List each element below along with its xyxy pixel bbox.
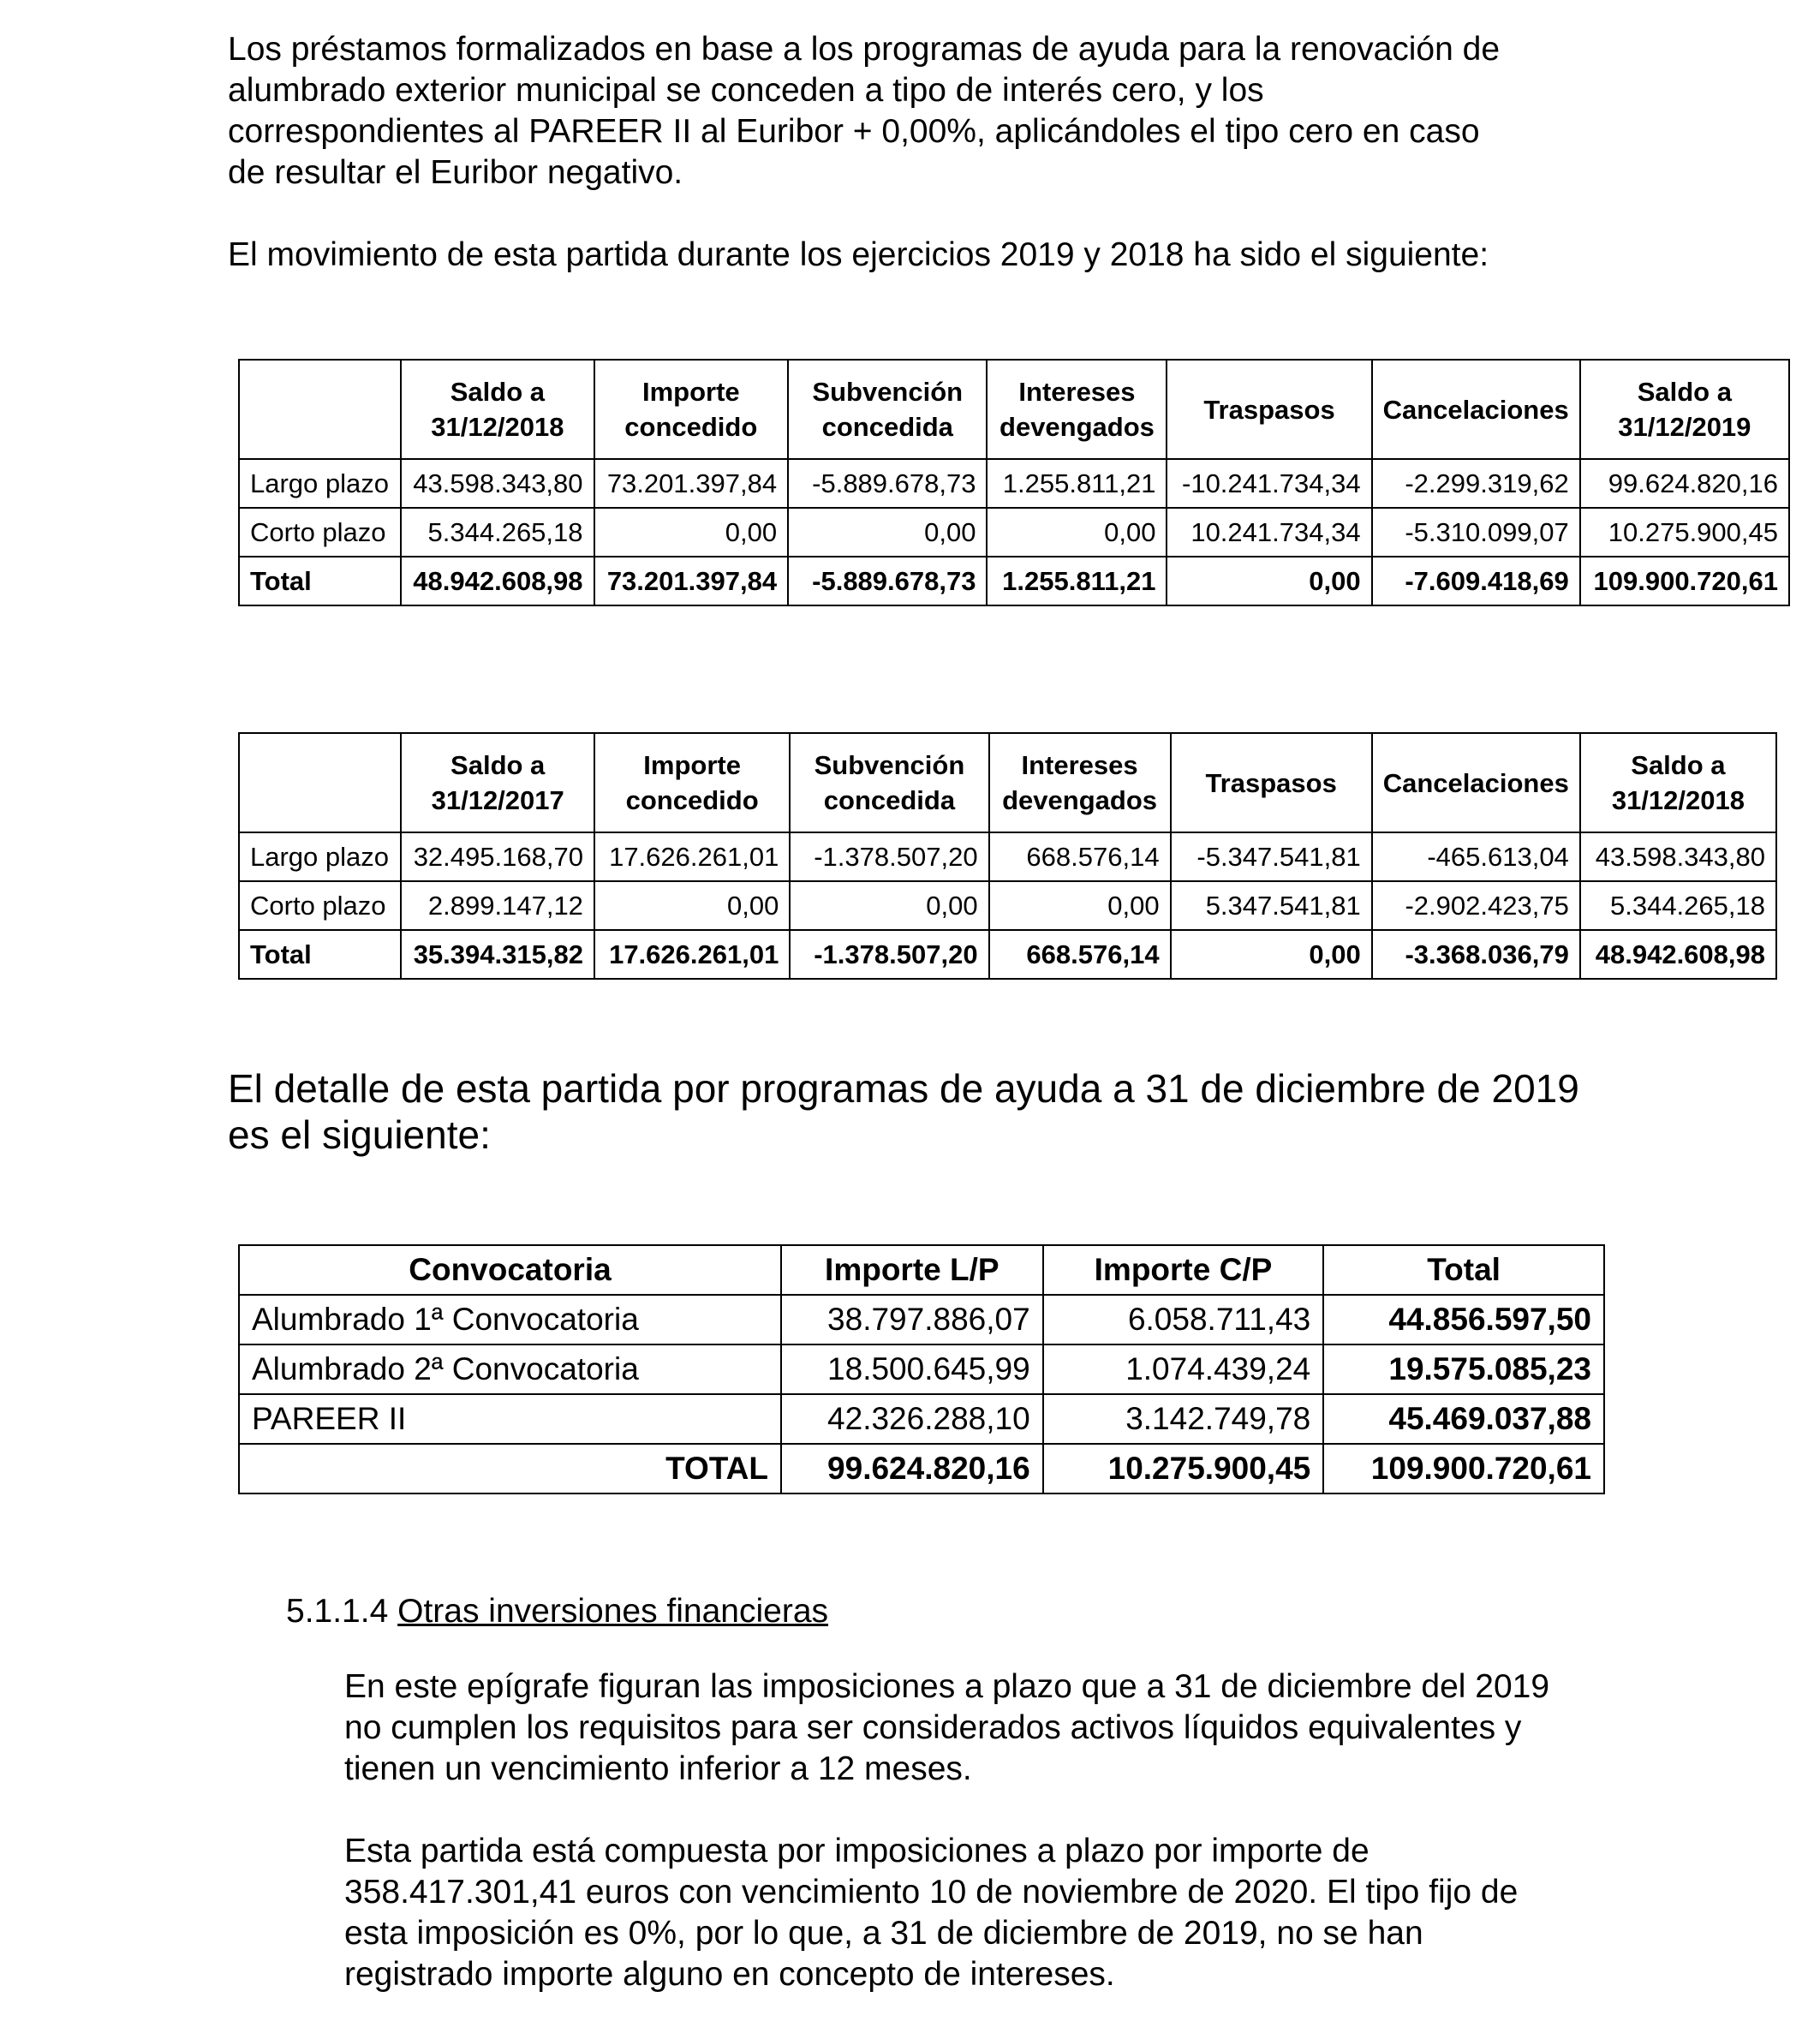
table-row (239, 1344, 1604, 1394)
row-label: Alumbrado 1ª Convocatoria (239, 1295, 781, 1344)
table-cell: 0,00 (1167, 557, 1371, 605)
paragraph-line: tienen un vencimiento inferior a 12 meses. (344, 1750, 972, 1787)
table-cell: 0,00 (594, 881, 790, 930)
table-cell: 45.469.037,88 (1323, 1394, 1604, 1444)
paragraph-line: Esta partida está compuesta por imposiciones a plazo por importe de (344, 1833, 1369, 1869)
table-cell: 17.626.261,01 (594, 832, 790, 881)
table-cell: 18.500.645,99 (781, 1344, 1043, 1394)
table-cell: 48.942.608,98 (401, 557, 594, 605)
header-cell: Importe concedido (594, 733, 790, 832)
table-cell: -2.299.319,62 (1372, 459, 1580, 508)
table-cell: 109.900.720,61 (1323, 1444, 1604, 1493)
detail-intro-line: es el siguiente: (228, 1112, 491, 1157)
header-cell: Traspasos (1171, 733, 1372, 832)
paragraph-line: En este epígrafe figuran las imposiciones a plazo que a 31 de diciembre del 2019 (344, 1668, 1550, 1705)
table-header-row (239, 360, 1789, 459)
table-cell: 2.899.147,12 (401, 881, 594, 930)
table-cell: 6.058.711,43 (1043, 1295, 1324, 1344)
table-cell: -5.310.099,07 (1372, 508, 1580, 557)
table-cell: 0,00 (989, 881, 1171, 930)
intro-line: alumbrado exterior municipal se conceden a tipo de interés cero, y los (228, 72, 1264, 109)
paragraph-1 (344, 1666, 1598, 1790)
table-header-row (239, 1245, 1604, 1295)
movement-table-2019 (238, 359, 1790, 606)
table-cell: -5.889.678,73 (788, 557, 987, 605)
table-cell: 73.201.397,84 (594, 459, 789, 508)
row-label: Corto plazo (239, 881, 401, 930)
header-cell: Saldo a 31/12/2017 (401, 733, 594, 832)
table-total-row (239, 557, 1789, 605)
header-cell: Traspasos (1167, 360, 1371, 459)
table-cell: 0,00 (790, 881, 988, 930)
table-cell: -10.241.734,34 (1167, 459, 1371, 508)
header-cell: Importe L/P (781, 1245, 1043, 1295)
table-cell: 5.344.265,18 (1580, 881, 1776, 930)
paragraph-line: no cumplen los requisitos para ser considerados activos líquidos equivalentes y (344, 1709, 1522, 1746)
table-cell: 99.624.820,16 (1580, 459, 1789, 508)
table-cell: 42.326.288,10 (781, 1394, 1043, 1444)
section-title: Otras inversiones financieras (397, 1593, 829, 1630)
detail-intro-line: El detalle de esta partida por programas de ayuda a 31 de diciembre de 2019 (228, 1066, 1579, 1111)
header-cell: Subvención concedida (788, 360, 987, 459)
header-cell: Saldo a 31/12/2018 (401, 360, 594, 459)
paragraph-line: registrado importe alguno en concepto de intereses. (344, 1956, 1115, 1993)
table-cell: 0,00 (1171, 930, 1372, 979)
table-cell: 43.598.343,80 (401, 459, 594, 508)
detail-table (238, 1244, 1605, 1494)
intro-paragraph (228, 29, 1598, 194)
table-cell: 3.142.749,78 (1043, 1394, 1324, 1444)
header-cell: Subvención concedida (790, 733, 988, 832)
table-cell: -1.378.507,20 (790, 832, 988, 881)
table-cell: 32.495.168,70 (401, 832, 594, 881)
table-cell: -5.347.541,81 (1171, 832, 1372, 881)
table-cell: 1.074.439,24 (1043, 1344, 1324, 1394)
table-row (239, 508, 1789, 557)
detail-intro (228, 1065, 1579, 1158)
table-cell: -3.368.036,79 (1372, 930, 1580, 979)
movement-intro: El movimiento de esta partida durante los ejercicios 2019 y 2018 ha sido el siguiente: (228, 236, 1489, 273)
row-label: Total (239, 557, 401, 605)
table-cell: 48.942.608,98 (1580, 930, 1776, 979)
row-label: Largo plazo (239, 459, 401, 508)
total-label: TOTAL (239, 1444, 781, 1493)
table-cell: 5.347.541,81 (1171, 881, 1372, 930)
table-cell: 109.900.720,61 (1580, 557, 1789, 605)
section-heading (286, 1591, 828, 1632)
table-cell: -2.902.423,75 (1372, 881, 1580, 930)
table-cell: 5.344.265,18 (401, 508, 594, 557)
table-cell: 17.626.261,01 (594, 930, 790, 979)
table-cell: 1.255.811,21 (987, 459, 1167, 508)
header-cell: Saldo a 31/12/2018 (1580, 733, 1776, 832)
table-cell: 10.241.734,34 (1167, 508, 1371, 557)
table-header-row (239, 733, 1776, 832)
table-row (239, 1394, 1604, 1444)
table-cell: 0,00 (788, 508, 987, 557)
header-cell (239, 733, 401, 832)
table-total-row (239, 1444, 1604, 1493)
table-cell: 44.856.597,50 (1323, 1295, 1604, 1344)
header-cell (239, 360, 401, 459)
intro-line: Los préstamos formalizados en base a los programas de ayuda para la renovación de (228, 31, 1501, 68)
table-cell: 99.624.820,16 (781, 1444, 1043, 1493)
table-cell: 43.598.343,80 (1580, 832, 1776, 881)
table-row (239, 1295, 1604, 1344)
row-label: Corto plazo (239, 508, 401, 557)
header-cell: Importe C/P (1043, 1245, 1324, 1295)
table-cell: 10.275.900,45 (1043, 1444, 1324, 1493)
paragraph-line: esta imposición es 0%, por lo que, a 31 de diciembre de 2019, no se han (344, 1915, 1423, 1952)
row-label: Alumbrado 2ª Convocatoria (239, 1344, 781, 1394)
header-cell: Intereses devengados (989, 733, 1171, 832)
table-row (239, 881, 1776, 930)
paragraph-2 (344, 1831, 1598, 1995)
table-cell: -7.609.418,69 (1372, 557, 1580, 605)
table-cell: 668.576,14 (989, 930, 1171, 979)
table-cell: 10.275.900,45 (1580, 508, 1789, 557)
row-label: Largo plazo (239, 832, 401, 881)
table-cell: -465.613,04 (1372, 832, 1580, 881)
movement-table-2018 (238, 732, 1777, 980)
header-cell: Cancelaciones (1372, 360, 1580, 459)
header-cell: Importe concedido (594, 360, 789, 459)
table-total-row (239, 930, 1776, 979)
table-cell: 0,00 (594, 508, 789, 557)
intro-line: de resultar el Euribor negativo. (228, 154, 683, 191)
table-cell: 1.255.811,21 (987, 557, 1167, 605)
table-cell: 35.394.315,82 (401, 930, 594, 979)
header-cell: Saldo a 31/12/2019 (1580, 360, 1789, 459)
table-cell: 38.797.886,07 (781, 1295, 1043, 1344)
header-cell: Convocatoria (239, 1245, 781, 1295)
table-row (239, 832, 1776, 881)
table-cell: -5.889.678,73 (788, 459, 987, 508)
table-cell: 19.575.085,23 (1323, 1344, 1604, 1394)
table-cell: 668.576,14 (989, 832, 1171, 881)
header-cell: Intereses devengados (987, 360, 1167, 459)
header-cell: Total (1323, 1245, 1604, 1295)
table-cell: 73.201.397,84 (594, 557, 789, 605)
header-cell: Cancelaciones (1372, 733, 1580, 832)
row-label: Total (239, 930, 401, 979)
paragraph-line: 358.417.301,41 euros con vencimiento 10 de noviembre de 2020. El tipo fijo de (344, 1874, 1519, 1911)
table-cell: -1.378.507,20 (790, 930, 988, 979)
table-cell: 0,00 (987, 508, 1167, 557)
table-row (239, 459, 1789, 508)
intro-line: correspondientes al PAREER II al Euribor + 0,00%, aplicándoles el tipo cero en caso (228, 113, 1480, 150)
section-number: 5.1.1.4 (286, 1593, 389, 1630)
row-label: PAREER II (239, 1394, 781, 1444)
